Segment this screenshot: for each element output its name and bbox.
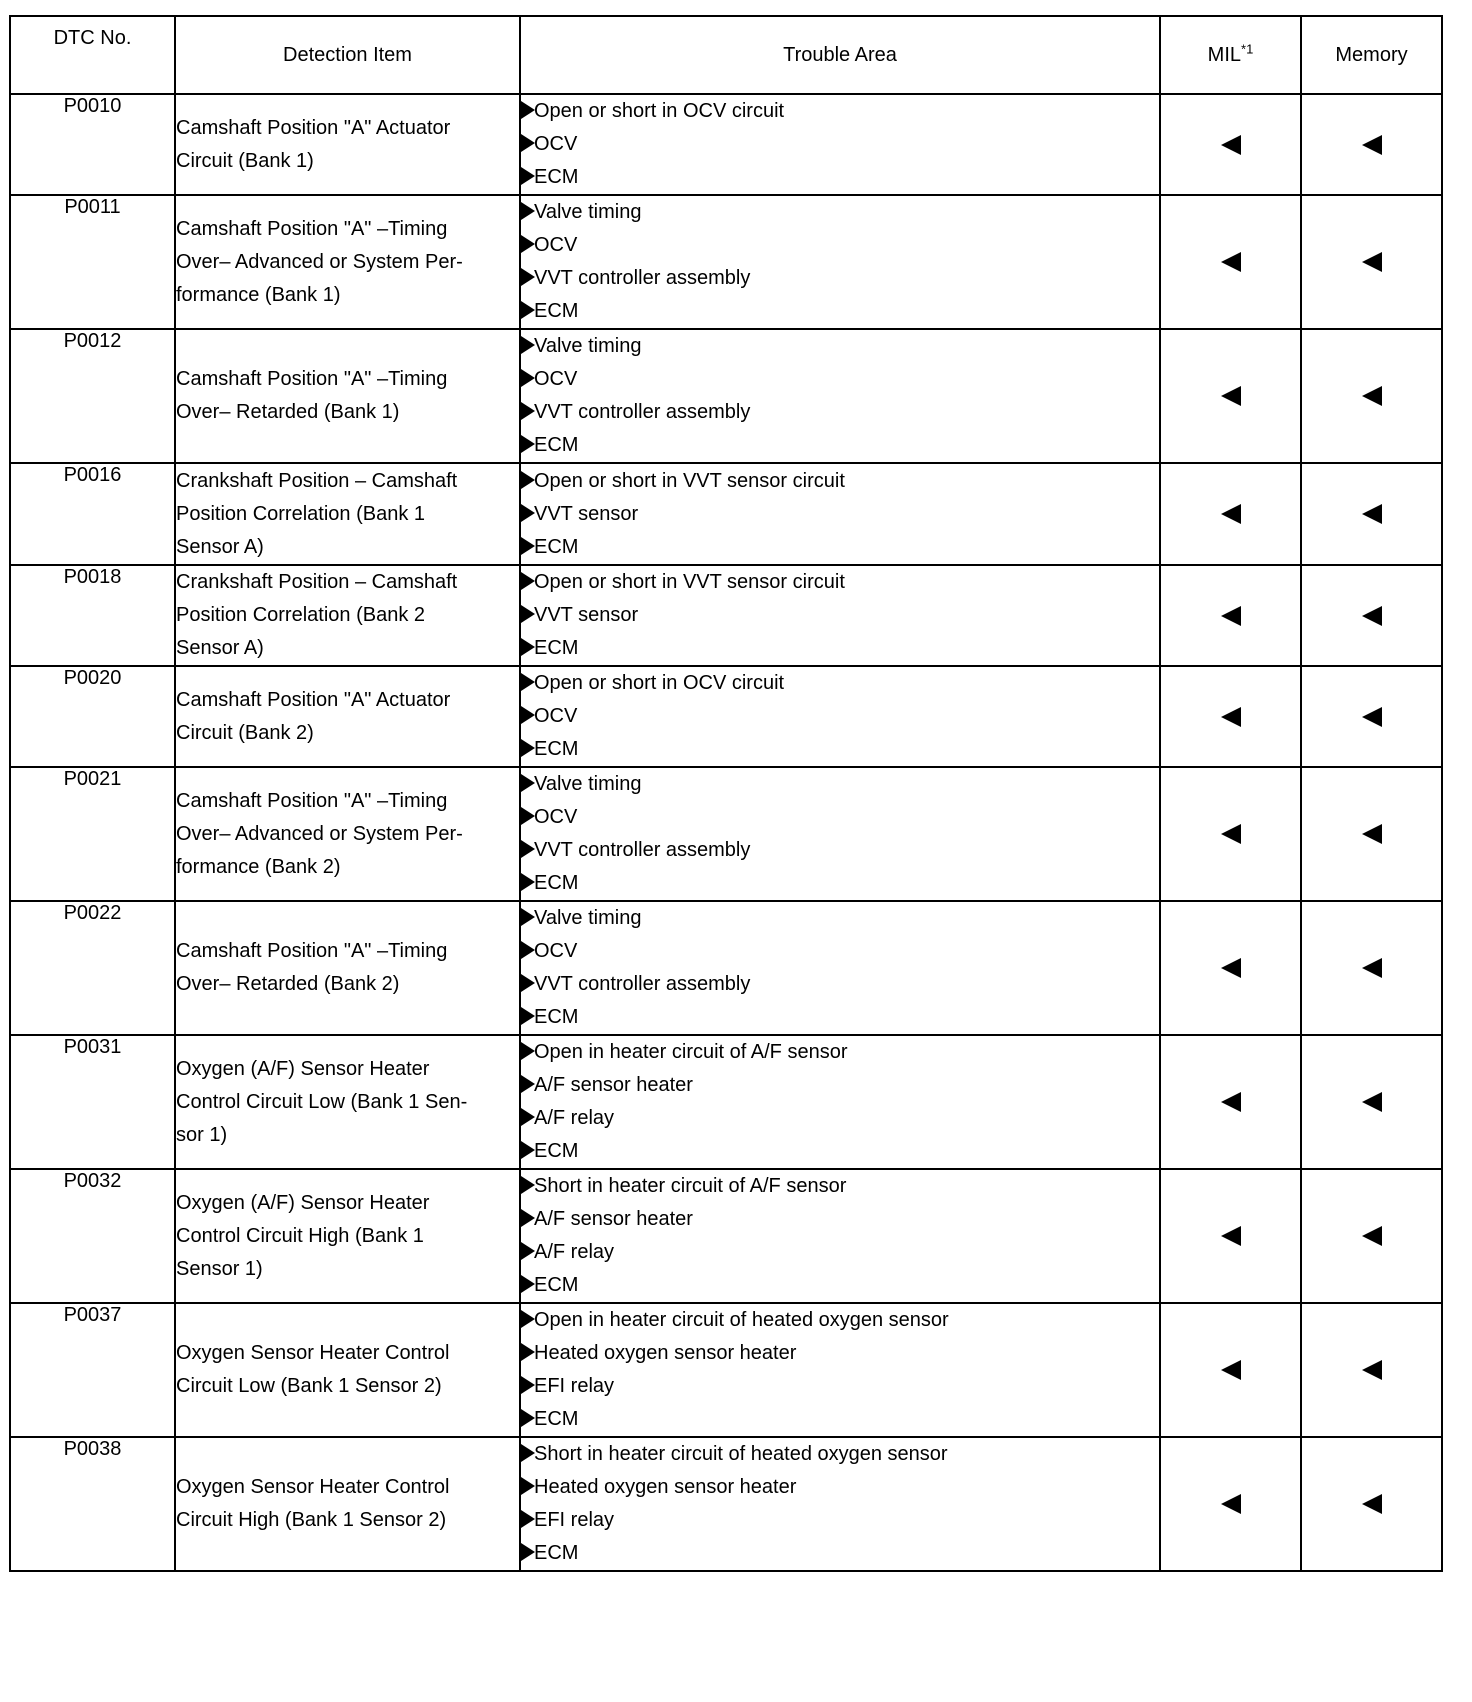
detection-item-line: Circuit (Bank 1) [176, 149, 314, 172]
memory-cell [1301, 1437, 1442, 1571]
left-triangle-icon [1362, 958, 1382, 978]
bullet-triangle-icon [521, 202, 535, 220]
bullet-triangle-icon [521, 739, 535, 757]
left-triangle-icon [1221, 252, 1241, 272]
bullet-triangle-icon [521, 1477, 535, 1495]
trouble-area-text: Open or short in VVT sensor circuit [534, 571, 845, 593]
detection-item-line: Camshaft Position "A" Actuator [176, 116, 451, 139]
left-triangle-icon [1221, 1226, 1241, 1246]
trouble-area-text: A/F sensor heater [534, 1208, 693, 1230]
bullet-triangle-icon [521, 706, 535, 724]
bullet-triangle-icon [521, 840, 535, 858]
detection-item [175, 1035, 520, 1169]
bullet-triangle-icon [521, 1176, 535, 1194]
table-row [10, 463, 1442, 565]
trouble-area-text: EFI relay [534, 1509, 615, 1531]
trouble-area-item [521, 295, 1159, 328]
bullet-triangle-icon [521, 1275, 535, 1293]
bullet-triangle-icon [521, 336, 535, 354]
trouble-area-item [521, 330, 1159, 363]
detection-item-line: Position Correlation (Bank 1 [176, 502, 426, 525]
mil-cell [1160, 1035, 1301, 1169]
bullet-triangle-icon [521, 572, 535, 590]
trouble-area-text: VVT controller assembly [534, 973, 751, 995]
bullet-triangle-icon [521, 167, 535, 185]
trouble-area-item [521, 1001, 1159, 1034]
trouble-area-text: Heated oxygen sensor heater [534, 1342, 797, 1364]
detection-item-line: Camshaft Position "A" Actuator [176, 688, 451, 711]
trouble-area-text: Valve timing [534, 773, 642, 795]
trouble-area [520, 1437, 1160, 1571]
left-triangle-icon [1221, 1494, 1241, 1514]
bullet-triangle-icon [521, 1007, 535, 1025]
header-mil-label: MIL [1207, 43, 1242, 66]
trouble-area-item [521, 1135, 1159, 1168]
trouble-area [520, 329, 1160, 463]
left-triangle-icon [1362, 1494, 1382, 1514]
trouble-area-text: ECM [534, 300, 579, 322]
trouble-area-item [521, 429, 1159, 462]
left-triangle-icon [1362, 824, 1382, 844]
trouble-area-text: OCV [534, 234, 578, 256]
detection-item-line: Crankshaft Position – Camshaft [176, 571, 458, 593]
mil-cell [1160, 767, 1301, 901]
trouble-area-text: OCV [534, 940, 578, 962]
trouble-area-item [521, 1236, 1159, 1269]
left-triangle-icon [1362, 707, 1382, 727]
detection-item-line: Camshaft Position "A" –Timing [176, 217, 448, 240]
bullet-triangle-icon [521, 402, 535, 420]
dtc-table [9, 15, 1443, 1572]
trouble-area [520, 901, 1160, 1035]
trouble-area-text: Short in heater circuit of A/F sensor [534, 1175, 847, 1197]
bullet-triangle-icon [521, 301, 535, 319]
dtc-code: P0031 [10, 1035, 175, 1169]
dtc-code: P0032 [10, 1169, 175, 1303]
mil-cell [1160, 329, 1301, 463]
bullet-triangle-icon [521, 1209, 535, 1227]
detection-item-line: Oxygen (A/F) Sensor Heater [176, 1057, 430, 1080]
bullet-triangle-icon [521, 369, 535, 387]
trouble-area-item [521, 196, 1159, 229]
trouble-area [520, 195, 1160, 329]
memory-cell [1301, 195, 1442, 329]
detection-item-line: Oxygen Sensor Heater Control [176, 1342, 450, 1364]
bullet-triangle-icon [521, 471, 535, 489]
dtc-code: P0038 [10, 1437, 175, 1571]
mil-cell [1160, 1303, 1301, 1437]
detection-item [175, 195, 520, 329]
bullet-triangle-icon [521, 268, 535, 286]
trouble-area-text: OCV [534, 368, 578, 390]
left-triangle-icon [1221, 386, 1241, 406]
trouble-area-item [521, 599, 1159, 632]
detection-item-line: Control Circuit High (Bank 1 [176, 1224, 424, 1247]
trouble-area-item [521, 768, 1159, 801]
trouble-area-text: Open or short in OCV circuit [534, 100, 785, 122]
detection-item-line: Oxygen (A/F) Sensor Heater [176, 1191, 430, 1214]
trouble-area-item [521, 1069, 1159, 1102]
trouble-area-item [521, 128, 1159, 161]
bullet-triangle-icon [521, 435, 535, 453]
dtc-code: P0018 [10, 565, 175, 666]
trouble-area [520, 767, 1160, 901]
dtc-code: P0012 [10, 329, 175, 463]
table-row [10, 666, 1442, 767]
left-triangle-icon [1221, 1360, 1241, 1380]
trouble-area-item [521, 667, 1159, 700]
memory-cell [1301, 1169, 1442, 1303]
left-triangle-icon [1221, 1092, 1241, 1112]
header-memory: Memory [1301, 16, 1442, 94]
detection-item [175, 666, 520, 767]
trouble-area-item [521, 1337, 1159, 1370]
detection-item-line: Sensor 1) [176, 1257, 263, 1280]
bullet-triangle-icon [521, 1543, 535, 1561]
bullet-triangle-icon [521, 537, 535, 555]
memory-cell [1301, 767, 1442, 901]
trouble-area-item [521, 834, 1159, 867]
left-triangle-icon [1362, 1360, 1382, 1380]
left-triangle-icon [1221, 824, 1241, 844]
trouble-area-text: Open in heater circuit of heated oxygen sensor [534, 1309, 949, 1331]
dtc-code: P0020 [10, 666, 175, 767]
trouble-area-item [521, 161, 1159, 194]
left-triangle-icon [1362, 504, 1382, 524]
trouble-area-text: Short in heater circuit of heated oxygen sensor [534, 1443, 948, 1465]
dtc-code: P0011 [10, 195, 175, 329]
trouble-area-item [521, 733, 1159, 766]
detection-item-line: Circuit High (Bank 1 Sensor 2) [176, 1509, 447, 1531]
trouble-area-item [521, 465, 1159, 498]
trouble-area-text: VVT controller assembly [534, 267, 751, 289]
memory-cell [1301, 1035, 1442, 1169]
detection-item-line: sor 1) [176, 1123, 228, 1146]
trouble-area [520, 666, 1160, 767]
trouble-area-text: Valve timing [534, 907, 642, 929]
table-header-row [10, 16, 1442, 94]
trouble-area-item [521, 396, 1159, 429]
trouble-area-text: ECM [534, 1542, 579, 1564]
bullet-triangle-icon [521, 638, 535, 656]
left-triangle-icon [1362, 1092, 1382, 1112]
header-trouble-area: Trouble Area [520, 16, 1160, 94]
trouble-area-text: ECM [534, 1408, 579, 1430]
trouble-area-text: OCV [534, 705, 578, 727]
trouble-area-text: ECM [534, 637, 579, 659]
trouble-area-item [521, 1370, 1159, 1403]
detection-item [175, 329, 520, 463]
bullet-triangle-icon [521, 1042, 535, 1060]
trouble-area-item [521, 935, 1159, 968]
left-triangle-icon [1221, 958, 1241, 978]
trouble-area-item [521, 1170, 1159, 1203]
mil-cell [1160, 463, 1301, 565]
detection-item-line: Camshaft Position "A" –Timing [176, 368, 448, 390]
trouble-area-text: ECM [534, 872, 579, 894]
dtc-code: P0016 [10, 463, 175, 565]
trouble-area-text: ECM [534, 434, 579, 456]
detection-item-line: Sensor A) [176, 637, 264, 659]
bullet-triangle-icon [521, 807, 535, 825]
trouble-area [520, 1303, 1160, 1437]
trouble-area-item [521, 262, 1159, 295]
trouble-area [520, 1035, 1160, 1169]
memory-cell [1301, 666, 1442, 767]
trouble-area-item [521, 700, 1159, 733]
detection-item-line: Camshaft Position "A" –Timing [176, 789, 448, 812]
trouble-area-item [521, 867, 1159, 900]
trouble-area-item [521, 498, 1159, 531]
mil-cell [1160, 195, 1301, 329]
bullet-triangle-icon [521, 1141, 535, 1159]
bullet-triangle-icon [521, 235, 535, 253]
trouble-area-text: ECM [534, 535, 579, 558]
table-row [10, 901, 1442, 1035]
detection-item-line: Crankshaft Position – Camshaft [176, 469, 458, 492]
table-row [10, 565, 1442, 666]
detection-item-line: Sensor A) [176, 535, 264, 558]
left-triangle-icon [1221, 135, 1241, 155]
trouble-area-text: Valve timing [534, 335, 642, 357]
trouble-area-text: VVT controller assembly [534, 839, 751, 861]
bullet-triangle-icon [521, 873, 535, 891]
bullet-triangle-icon [521, 774, 535, 792]
mil-cell [1160, 1169, 1301, 1303]
table-row [10, 767, 1442, 901]
left-triangle-icon [1362, 252, 1382, 272]
bullet-triangle-icon [521, 908, 535, 926]
trouble-area-text: Valve timing [534, 201, 642, 223]
trouble-area-item [521, 566, 1159, 599]
memory-cell [1301, 1303, 1442, 1437]
header-mil [1160, 16, 1301, 94]
mil-cell [1160, 565, 1301, 666]
bullet-triangle-icon [521, 941, 535, 959]
trouble-area-item [521, 1102, 1159, 1135]
trouble-area-text: Open or short in VVT sensor circuit [534, 469, 845, 492]
bullet-triangle-icon [521, 101, 535, 119]
trouble-area-text: OCV [534, 133, 578, 155]
table-row [10, 195, 1442, 329]
memory-cell [1301, 901, 1442, 1035]
trouble-area-item [521, 229, 1159, 262]
bullet-triangle-icon [521, 1409, 535, 1427]
detection-item [175, 1437, 520, 1571]
trouble-area-item [521, 632, 1159, 665]
detection-item [175, 463, 520, 565]
left-triangle-icon [1221, 606, 1241, 626]
detection-item-line: formance (Bank 1) [176, 283, 341, 306]
left-triangle-icon [1362, 1226, 1382, 1246]
table-row [10, 1437, 1442, 1571]
trouble-area-text: Heated oxygen sensor heater [534, 1476, 797, 1498]
bullet-triangle-icon [521, 1310, 535, 1328]
trouble-area-item [521, 1269, 1159, 1302]
detection-item-line: Over– Advanced or System Per- [176, 250, 463, 273]
detection-item [175, 767, 520, 901]
trouble-area-text: VVT sensor [534, 604, 639, 626]
trouble-area [520, 565, 1160, 666]
trouble-area-text: OCV [534, 806, 578, 828]
bullet-triangle-icon [521, 974, 535, 992]
bullet-triangle-icon [521, 1376, 535, 1394]
trouble-area [520, 94, 1160, 195]
detection-item [175, 901, 520, 1035]
left-triangle-icon [1362, 606, 1382, 626]
trouble-area [520, 463, 1160, 565]
bullet-triangle-icon [521, 605, 535, 623]
header-dtc-no: DTC No. [10, 16, 175, 94]
trouble-area-item [521, 1403, 1159, 1436]
header-mil-footnote: *1 [1241, 40, 1254, 56]
bullet-triangle-icon [521, 1343, 535, 1361]
bullet-triangle-icon [521, 673, 535, 691]
trouble-area-item [521, 1304, 1159, 1337]
detection-item-line: Oxygen Sensor Heater Control [176, 1476, 450, 1498]
dtc-code: P0021 [10, 767, 175, 901]
detection-item-line: Circuit Low (Bank 1 Sensor 2) [176, 1375, 442, 1397]
trouble-area-item [521, 1537, 1159, 1570]
table-row [10, 329, 1442, 463]
table-row [10, 94, 1442, 195]
detection-item-line: Over– Retarded (Bank 2) [176, 973, 400, 995]
trouble-area-item [521, 1203, 1159, 1236]
detection-item-line: Camshaft Position "A" –Timing [176, 940, 448, 962]
bullet-triangle-icon [521, 1444, 535, 1462]
trouble-area-text: VVT sensor [534, 502, 639, 525]
dtc-code: P0037 [10, 1303, 175, 1437]
left-triangle-icon [1221, 707, 1241, 727]
trouble-area-text: ECM [534, 738, 579, 760]
trouble-area-text: VVT controller assembly [534, 401, 751, 423]
trouble-area-item [521, 95, 1159, 128]
trouble-area-item [521, 968, 1159, 1001]
trouble-area-text: A/F sensor heater [534, 1074, 693, 1096]
detection-item-line: Over– Retarded (Bank 1) [176, 401, 400, 423]
detection-item [175, 94, 520, 195]
memory-cell [1301, 329, 1442, 463]
trouble-area-item [521, 1471, 1159, 1504]
dtc-code: P0022 [10, 901, 175, 1035]
trouble-area-text: ECM [534, 166, 579, 188]
left-triangle-icon [1362, 135, 1382, 155]
mil-cell [1160, 1437, 1301, 1571]
detection-item [175, 565, 520, 666]
mil-cell [1160, 94, 1301, 195]
detection-item-line: formance (Bank 2) [176, 855, 341, 878]
trouble-area-text: ECM [534, 1140, 579, 1162]
trouble-area-item [521, 1504, 1159, 1537]
bullet-triangle-icon [521, 1242, 535, 1260]
trouble-area-item [521, 1036, 1159, 1069]
detection-item-line: Circuit (Bank 2) [176, 721, 314, 744]
trouble-area-text: ECM [534, 1006, 579, 1028]
table-row [10, 1035, 1442, 1169]
mil-cell [1160, 666, 1301, 767]
table-row [10, 1169, 1442, 1303]
dtc-code: P0010 [10, 94, 175, 195]
trouble-area-item [521, 531, 1159, 564]
trouble-area-text: A/F relay [534, 1241, 615, 1263]
trouble-area-text: A/F relay [534, 1107, 615, 1129]
trouble-area-item [521, 363, 1159, 396]
memory-cell [1301, 463, 1442, 565]
detection-item-line: Control Circuit Low (Bank 1 Sen- [176, 1090, 468, 1113]
bullet-triangle-icon [521, 134, 535, 152]
bullet-triangle-icon [521, 1108, 535, 1126]
table-row [10, 1303, 1442, 1437]
trouble-area-item [521, 1438, 1159, 1471]
mil-cell [1160, 901, 1301, 1035]
trouble-area-text: Open or short in OCV circuit [534, 672, 785, 694]
detection-item [175, 1303, 520, 1437]
trouble-area-text: Open in heater circuit of A/F sensor [534, 1041, 848, 1063]
trouble-area-item [521, 801, 1159, 834]
detection-item-line: Position Correlation (Bank 2 [176, 604, 426, 626]
trouble-area [520, 1169, 1160, 1303]
bullet-triangle-icon [521, 504, 535, 522]
detection-item [175, 1169, 520, 1303]
memory-cell [1301, 94, 1442, 195]
header-detection-item: Detection Item [175, 16, 520, 94]
trouble-area-text: ECM [534, 1274, 579, 1296]
detection-item-line: Over– Advanced or System Per- [176, 822, 463, 845]
memory-cell [1301, 565, 1442, 666]
left-triangle-icon [1362, 386, 1382, 406]
bullet-triangle-icon [521, 1510, 535, 1528]
bullet-triangle-icon [521, 1075, 535, 1093]
left-triangle-icon [1221, 504, 1241, 524]
trouble-area-item [521, 902, 1159, 935]
trouble-area-text: EFI relay [534, 1375, 615, 1397]
